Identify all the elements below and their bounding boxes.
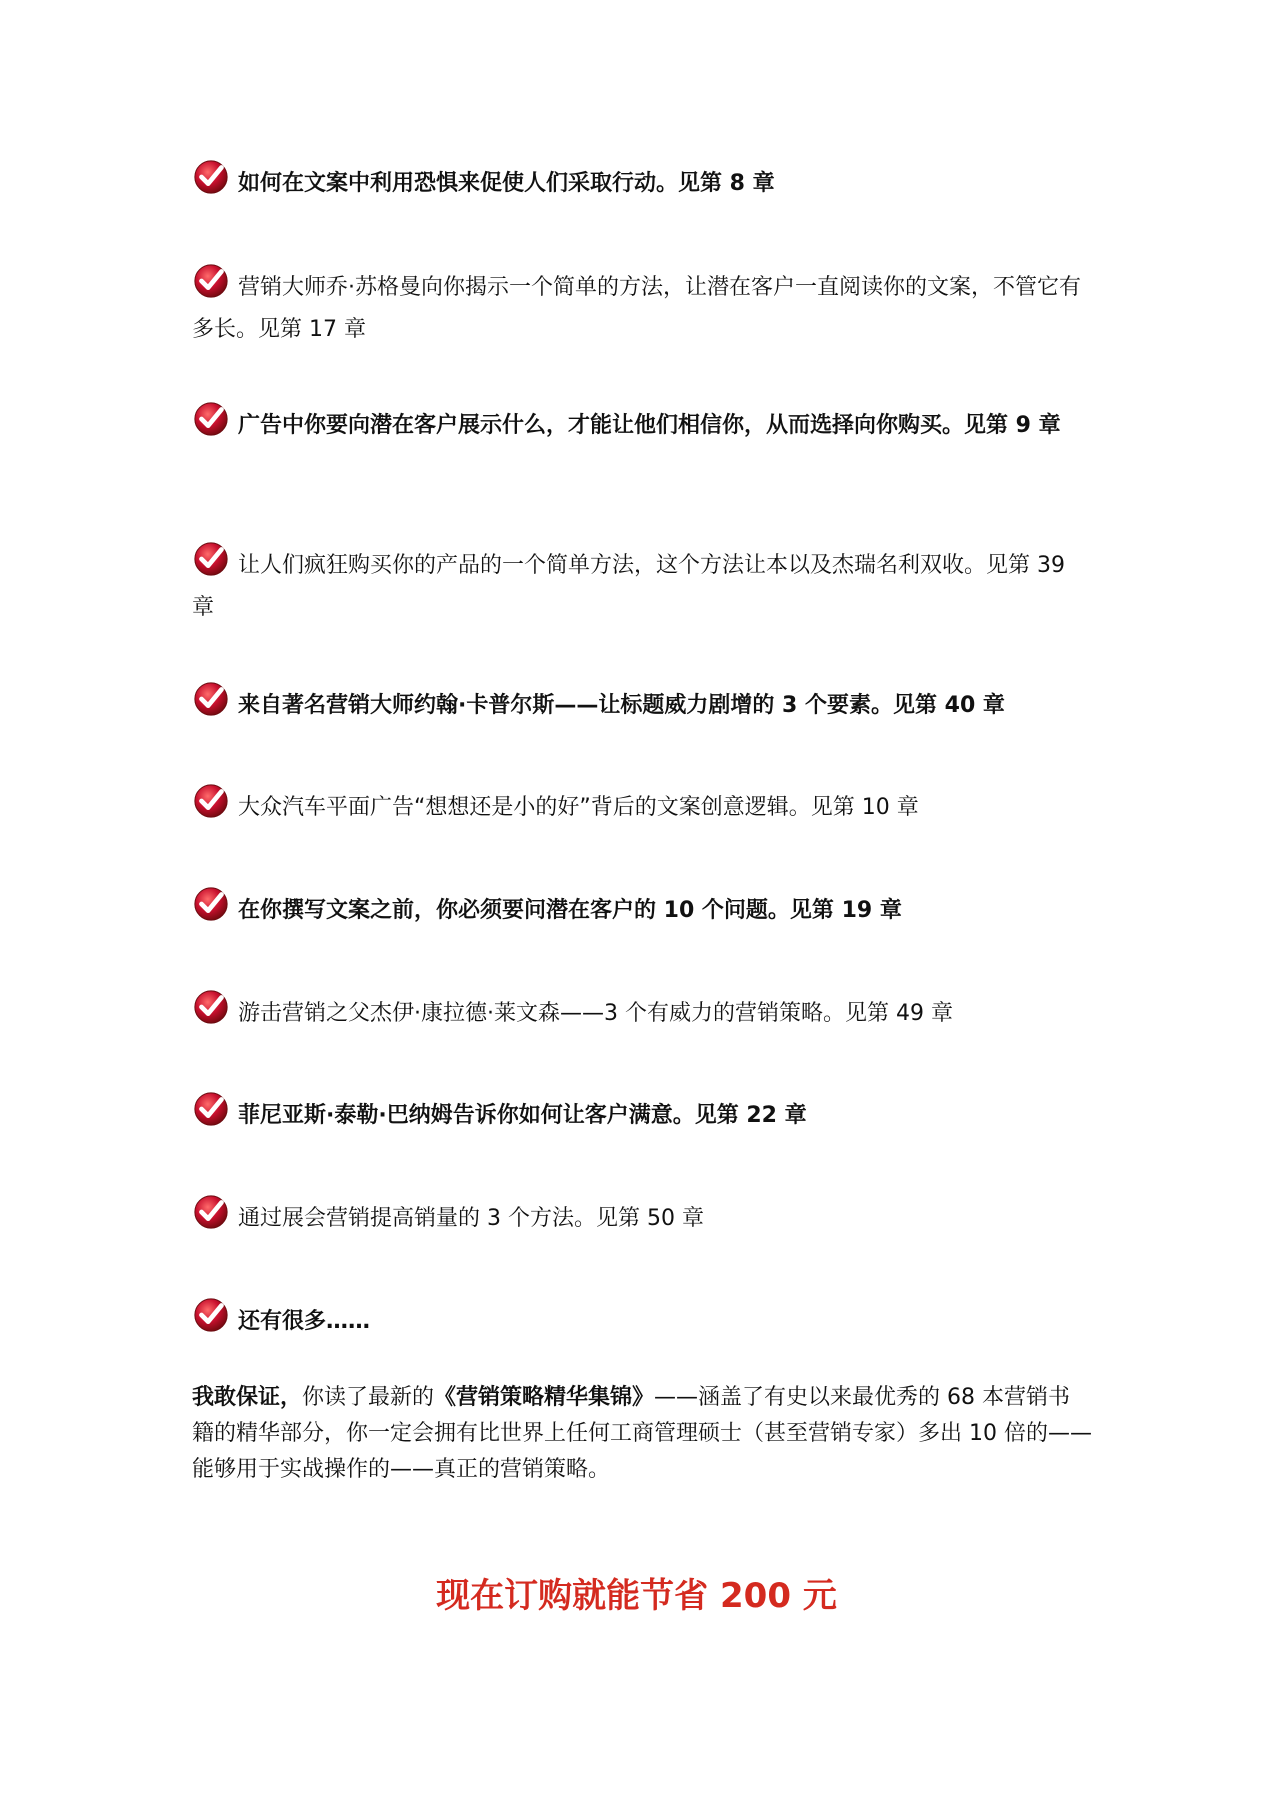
feature-item-text: 营销大师乔·苏格曼向你揭示一个简单的方法，让潜在客户一直阅读你的文案，不管它有多长。见第 17 章 — [192, 275, 1081, 342]
guarantee-text-2: ——涵盖了有史以来最优秀的 68 本营销书籍的精华部分，你一定会拥有比世界上任何工商管理硕士（甚至营销专家）多出 10 倍的——能够用于实战操作的——真正的营销策略。 — [192, 1385, 1092, 1482]
guarantee-lead: 我敢保证， — [192, 1385, 303, 1410]
feature-item — [192, 988, 1092, 1035]
feature-item-text: 来自著名营销大师约翰·卡普尔斯——让标题威力剧增的 3 个要素。见第 40 章 — [238, 693, 1005, 718]
order-headline: 现在订购就能节省 200 元 — [436, 1576, 837, 1616]
check-icon — [192, 400, 230, 438]
guarantee-paragraph — [192, 1380, 1092, 1488]
feature-item-text: 让人们疯狂购买你的产品的一个简单方法，这个方法让本以及杰瑞名利双收。见第 39 章 — [192, 553, 1065, 620]
feature-item — [192, 1296, 1092, 1343]
feature-item — [192, 400, 1092, 447]
feature-item-text: 还有很多…… — [238, 1309, 371, 1334]
feature-item — [192, 782, 1092, 829]
check-icon — [192, 782, 230, 820]
feature-item — [192, 262, 1092, 351]
check-icon — [192, 988, 230, 1026]
feature-item-text: 菲尼亚斯·泰勒·巴纳姆告诉你如何让客户满意。见第 22 章 — [238, 1103, 807, 1128]
check-icon — [192, 1193, 230, 1231]
check-icon — [192, 1090, 230, 1128]
feature-item — [192, 1090, 1092, 1137]
book-title: 《营销策略精华集锦》 — [434, 1385, 655, 1410]
feature-item — [192, 158, 1092, 205]
check-icon — [192, 158, 230, 196]
check-icon — [192, 262, 230, 300]
feature-item — [192, 1193, 1092, 1240]
guarantee-text-1: 你读了最新的 — [302, 1385, 435, 1410]
feature-item-text: 在你撰写文案之前，你必须要问潜在客户的 10 个问题。见第 19 章 — [238, 898, 902, 923]
feature-item-text: 通过展会营销提高销量的 3 个方法。见第 50 章 — [238, 1206, 704, 1231]
feature-item — [192, 540, 1092, 629]
check-icon — [192, 1296, 230, 1334]
check-icon — [192, 680, 230, 718]
feature-item-text: 游击营销之父杰伊·康拉德·莱文森——3 个有威力的营销策略。见第 49 章 — [238, 1001, 953, 1026]
feature-item — [192, 680, 1092, 727]
feature-item-text: 大众汽车平面广告“想想还是小的好”背后的文案创意逻辑。见第 10 章 — [238, 795, 919, 820]
check-icon — [192, 885, 230, 923]
check-icon — [192, 540, 230, 578]
feature-item — [192, 885, 1092, 932]
feature-item-text: 如何在文案中利用恐惧来促使人们采取行动。见第 8 章 — [238, 171, 775, 196]
feature-item-text: 广告中你要向潜在客户展示什么，才能让他们相信你，从而选择向你购买。见第 9 章 — [238, 413, 1061, 438]
